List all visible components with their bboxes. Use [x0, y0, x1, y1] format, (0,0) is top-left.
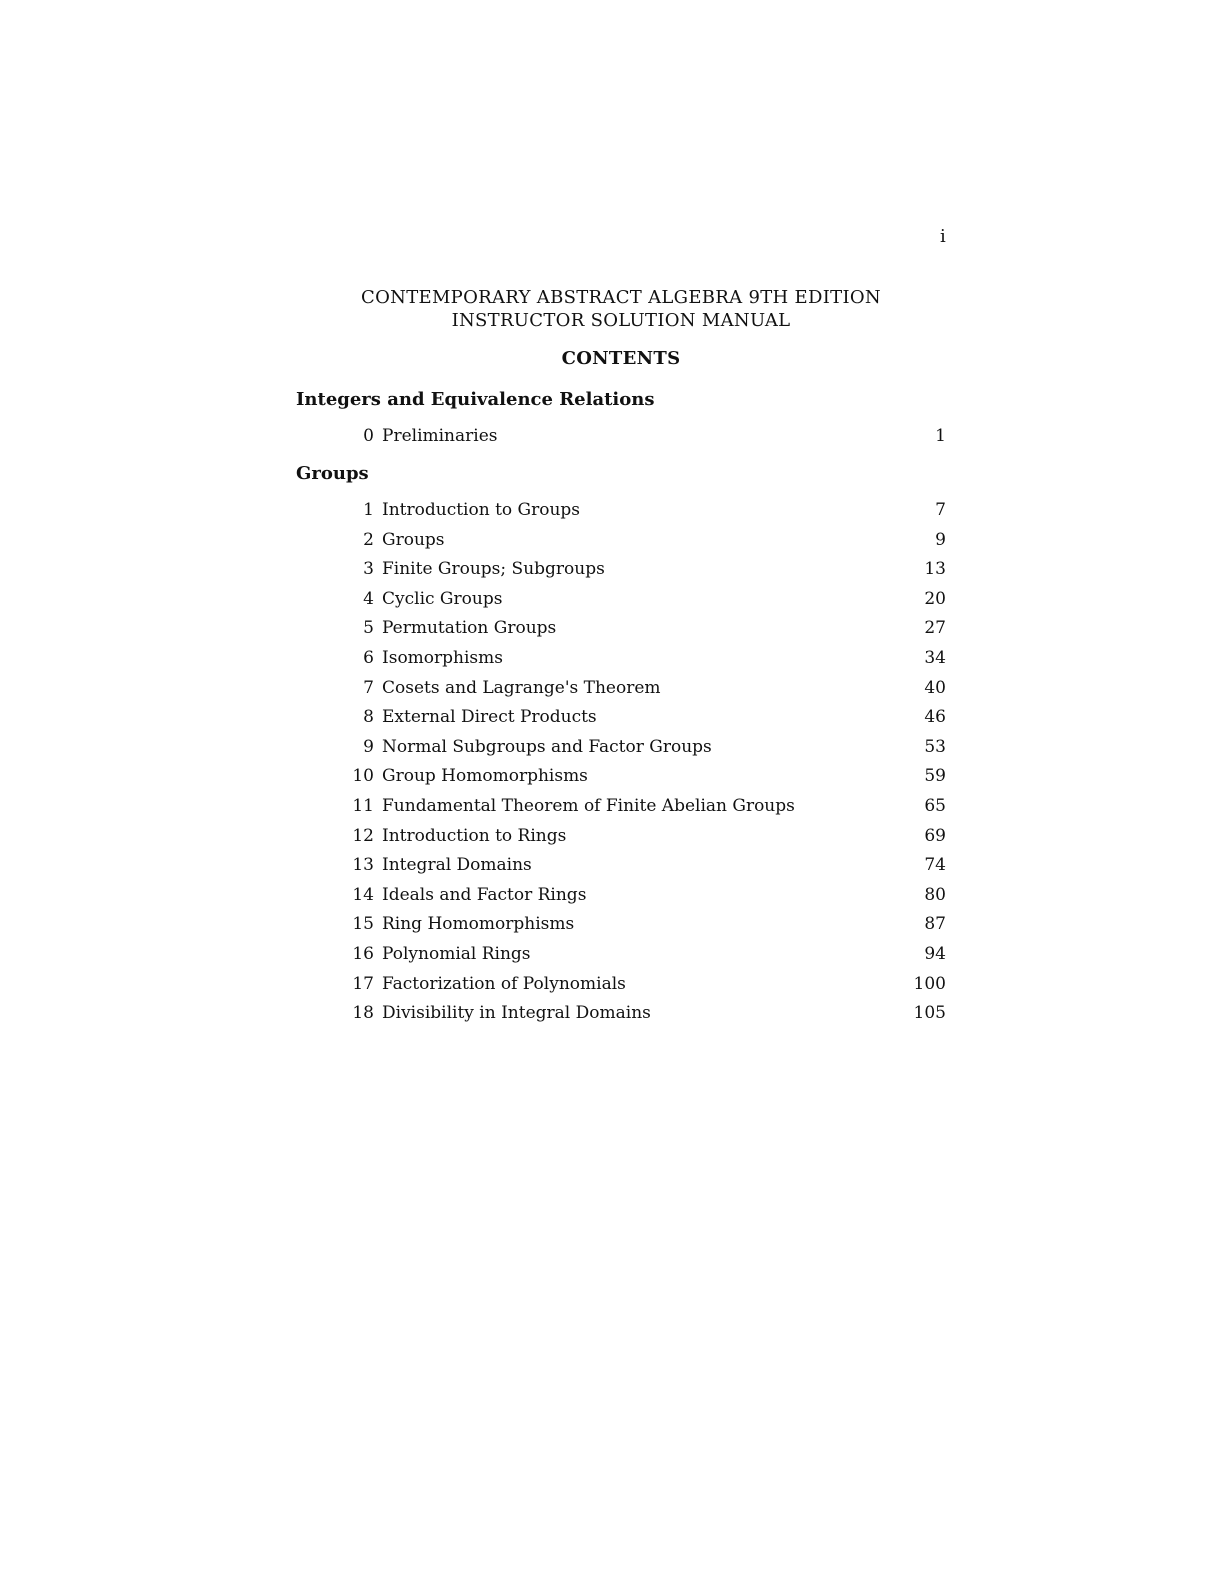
toc-entry[interactable]: [0, 766, 1224, 796]
chapter-title: Ideals and Factor Rings: [382, 884, 587, 905]
chapter-page-number: 13: [924, 559, 946, 580]
chapter-title: Introduction to Groups: [382, 500, 581, 520]
chapter-title: Group Homomorphisms: [382, 766, 588, 787]
chapter-title: Polynomial Rings: [382, 943, 531, 964]
toc-entry[interactable]: [0, 974, 1224, 1004]
contents-heading: CONTENTS: [561, 348, 681, 369]
chapter-number: 10: [352, 766, 374, 787]
toc-entry[interactable]: [0, 885, 1224, 915]
chapter-page-number: 46: [924, 707, 946, 728]
chapter-page-number: 20: [924, 588, 946, 609]
toc-list-groups: [0, 500, 1224, 1033]
chapter-page-number: 100: [913, 973, 946, 994]
chapter-page-number: 9: [935, 529, 946, 550]
toc-list-integers: [0, 426, 1224, 456]
chapter-title: Preliminaries: [382, 426, 498, 446]
chapter-number: 16: [352, 943, 374, 964]
toc-entry[interactable]: [0, 855, 1224, 885]
chapter-title: Ring Homomorphisms: [382, 914, 575, 935]
chapter-number: 1: [363, 500, 374, 520]
toc-entry[interactable]: [0, 1003, 1224, 1033]
chapter-page-number: 53: [924, 736, 946, 757]
title-line-2: INSTRUCTOR SOLUTION MANUAL: [451, 310, 791, 331]
toc-entry[interactable]: [0, 559, 1224, 589]
chapter-number: 5: [363, 618, 374, 639]
chapter-page-number: 27: [924, 618, 946, 639]
page-number: i: [940, 226, 946, 247]
toc-entry[interactable]: [0, 648, 1224, 678]
chapter-number: 8: [363, 707, 374, 728]
chapter-title: Fundamental Theorem of Finite Abelian Groups: [382, 795, 795, 816]
chapter-number: 6: [363, 647, 374, 668]
chapter-title: Integral Domains: [382, 855, 532, 876]
chapter-page-number: 40: [924, 677, 946, 698]
chapter-title: Normal Subgroups and Factor Groups: [382, 736, 712, 757]
chapter-number: 4: [363, 588, 374, 609]
toc-entry[interactable]: [0, 796, 1224, 826]
chapter-number: 12: [352, 825, 374, 846]
chapter-page-number: 34: [924, 647, 946, 668]
chapter-number: 13: [352, 855, 374, 876]
chapter-number: 2: [363, 529, 374, 550]
chapter-number: 17: [352, 973, 374, 994]
chapter-page-number: 80: [924, 884, 946, 905]
toc-entry[interactable]: [0, 589, 1224, 619]
chapter-title: Permutation Groups: [382, 618, 557, 639]
chapter-title: Groups: [382, 529, 445, 550]
chapter-number: 18: [352, 1003, 374, 1024]
chapter-number: 3: [363, 559, 374, 580]
chapter-page-number: 87: [924, 914, 946, 935]
part-heading-integers: Integers and Equivalence Relations: [296, 389, 655, 410]
toc-entry[interactable]: [0, 500, 1224, 530]
chapter-page-number: 94: [924, 943, 946, 964]
chapter-page-number: 1: [935, 426, 946, 446]
chapter-title: Divisibility in Integral Domains: [382, 1003, 651, 1024]
chapter-title: Finite Groups; Subgroups: [382, 559, 605, 580]
toc-entry[interactable]: [0, 944, 1224, 974]
toc-entry[interactable]: [0, 618, 1224, 648]
chapter-number: 9: [363, 736, 374, 757]
chapter-page-number: 59: [924, 766, 946, 787]
toc-entry[interactable]: [0, 826, 1224, 856]
chapter-title: Factorization of Polynomials: [382, 973, 626, 994]
toc-entry[interactable]: [0, 530, 1224, 560]
toc-entry[interactable]: [0, 707, 1224, 737]
chapter-page-number: 105: [913, 1003, 946, 1024]
chapter-title: Cyclic Groups: [382, 588, 503, 609]
chapter-title: Isomorphisms: [382, 647, 503, 668]
toc-entry[interactable]: [0, 678, 1224, 708]
chapter-number: 0: [363, 426, 374, 446]
document-title: [0, 286, 1224, 332]
chapter-title: External Direct Products: [382, 707, 597, 728]
chapter-number: 15: [352, 914, 374, 935]
chapter-title: Introduction to Rings: [382, 825, 567, 846]
chapter-number: 14: [352, 884, 374, 905]
chapter-page-number: 7: [935, 500, 946, 520]
chapter-page-number: 69: [924, 825, 946, 846]
toc-entry[interactable]: [0, 737, 1224, 767]
chapter-page-number: 74: [924, 855, 946, 876]
chapter-title: Cosets and Lagrange's Theorem: [382, 677, 661, 698]
toc-entry[interactable]: [0, 914, 1224, 944]
title-line-1: CONTEMPORARY ABSTRACT ALGEBRA 9TH EDITION: [361, 287, 881, 308]
part-heading-groups: Groups: [296, 463, 369, 484]
chapter-page-number: 65: [924, 795, 946, 816]
chapter-number: 11: [352, 795, 374, 816]
chapter-number: 7: [363, 677, 374, 698]
toc-entry[interactable]: [0, 426, 1224, 456]
